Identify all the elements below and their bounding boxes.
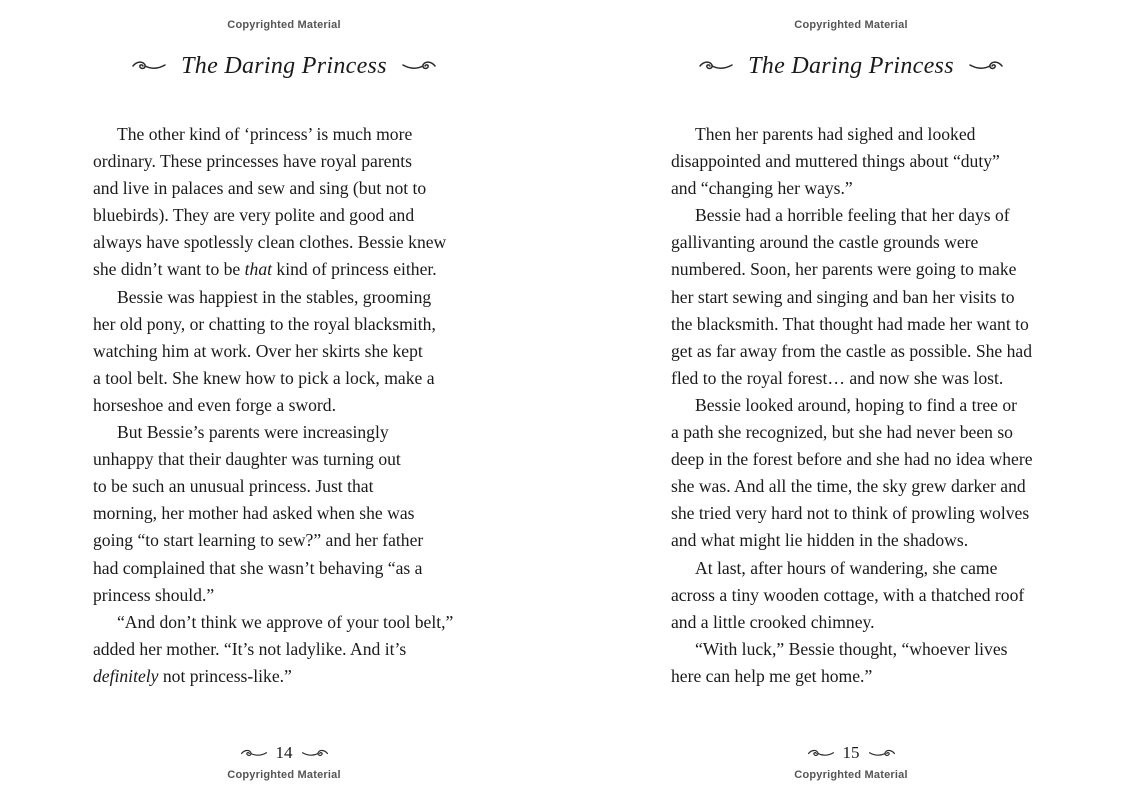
text-line [671,148,1061,175]
left-swirl-ornament-icon [807,748,835,759]
text-line [671,121,1061,148]
page-folio [0,742,568,764]
text-segment: unhappy that their daughter was turning out [93,449,401,470]
text-segment: going “to start learning to sew?” and her father [93,530,424,551]
italic-text: that [244,259,273,280]
left-swirl-ornament-icon [240,748,268,759]
text-line [671,229,1061,256]
text-segment: disappointed and muttered things about “duty” [671,151,1000,172]
text-line [93,473,465,500]
text-segment: “With luck,” Bessie thought, “whoever lives [695,638,1008,659]
text-segment: not princess-like.” [158,665,292,686]
text-line [671,338,1061,365]
text-segment: a tool belt. She knew how to pick a lock, make a [93,367,435,388]
page-folio [567,742,1135,764]
text-line [671,284,1061,311]
text-line [93,500,465,527]
running-head [0,48,568,84]
text-line [93,419,465,446]
text-line [93,229,465,256]
text-segment: Bessie was happiest in the stables, grooming [117,286,432,307]
text-segment: fled to the royal forest… and now she was lost. [671,367,1004,388]
text-line [93,527,465,554]
text-segment: Bessie had a horrible feeling that her days of [695,205,1010,226]
running-title: The Daring Princess [748,52,954,79]
text-line [93,609,465,636]
text-line [93,392,465,419]
copyright-notice-top: Copyrighted Material [227,19,341,31]
text-segment: numbered. Soon, her parents were going to make [671,259,1017,280]
text-line [93,284,465,311]
text-segment: across a tiny wooden cottage, with a thatched roof [671,584,1025,605]
text-line [93,202,465,229]
text-segment: the blacksmith. That thought had made her want to [671,313,1029,334]
text-segment: had complained that she wasn’t behaving “as a [93,557,423,578]
text-segment: and “changing her ways.” [671,178,853,199]
text-segment: she didn’t want to be [93,259,245,280]
text-segment: bluebirds). They are very polite and good and [93,205,415,226]
italic-text: definitely [93,665,159,686]
copyright-notice-bottom: Copyrighted Material [794,769,908,781]
text-segment: get as far away from the castle as possible. She had [671,340,1033,361]
text-segment: to be such an unusual princess. Just that [93,476,374,497]
body-text [93,121,465,690]
text-line [671,609,1061,636]
text-line [671,311,1061,338]
text-line [671,500,1061,527]
text-line [671,582,1061,609]
running-title: The Daring Princess [181,52,387,79]
text-line [93,555,465,582]
text-segment: added her mother. “It’s not ladylike. And it’s [93,638,407,659]
body-text [671,121,1061,690]
text-segment: Then her parents had sighed and looked [695,124,976,144]
text-line [93,338,465,365]
text-line [671,392,1061,419]
text-line [93,365,465,392]
text-line [93,148,465,175]
text-line [93,311,465,338]
copyright-notice-bottom: Copyrighted Material [227,769,341,781]
text-segment: watching him at work. Over her skirts she kept [93,340,423,361]
text-line [671,446,1061,473]
text-line [671,636,1061,663]
text-segment: her old pony, or chatting to the royal blacksmith, [93,313,436,334]
left-swirl-ornament-icon [131,59,167,73]
right-swirl-ornament-icon [301,748,329,759]
text-segment: and a little crooked chimney. [671,611,875,632]
right-swirl-ornament-icon [968,59,1004,73]
copyright-notice-top: Copyrighted Material [794,19,908,31]
text-line [671,555,1061,582]
text-segment: morning, her mother had asked when she was [93,503,415,524]
text-line [671,256,1061,283]
running-head [567,48,1135,84]
text-segment: a path she recognized, but she had never been so [671,422,1013,443]
text-segment: here can help me get home.” [671,665,873,686]
page-number: 15 [842,743,860,762]
text-segment: horseshoe and even forge a sword. [93,394,336,415]
text-segment: gallivanting around the castle grounds were [671,232,979,253]
text-segment: and live in palaces and sew and sing (but not to [93,178,427,199]
text-segment: At last, after hours of wandering, she came [695,557,998,578]
page-number: 14 [275,743,293,762]
text-line [93,121,465,148]
text-line [93,175,465,202]
text-segment: her start sewing and singing and ban her visits to [671,286,1015,307]
text-segment: she tried very hard not to think of prowling wolves [671,503,1030,524]
text-segment: But Bessie’s parents were increasingly [117,422,389,443]
right-swirl-ornament-icon [868,748,896,759]
text-line [671,202,1061,229]
text-segment: Bessie looked around, hoping to find a tree or [695,394,1017,415]
text-line [93,582,465,609]
text-segment: The other kind of ‘princess’ is much more [117,124,413,144]
text-segment: kind of princess either. [272,259,437,280]
right-page [567,0,1135,800]
text-line [671,419,1061,446]
right-swirl-ornament-icon [401,59,437,73]
text-segment: she was. And all the time, the sky grew darker and [671,476,1026,497]
text-segment: always have spotlessly clean clothes. Bessie knew [93,232,447,253]
text-line [671,365,1061,392]
text-segment: ordinary. These princesses have royal parents [93,151,413,172]
text-line [671,473,1061,500]
text-line [671,527,1061,554]
text-line [671,175,1061,202]
text-segment: “And don’t think we approve of your tool belt,” [117,611,454,632]
text-segment: deep in the forest before and she had no idea where [671,449,1033,470]
text-line [93,256,465,283]
text-segment: princess should.” [93,584,215,605]
text-segment: and what might lie hidden in the shadows. [671,530,969,551]
text-line [93,663,465,690]
text-line [671,663,1061,690]
text-line [93,446,465,473]
text-line [93,636,465,663]
left-swirl-ornament-icon [698,59,734,73]
